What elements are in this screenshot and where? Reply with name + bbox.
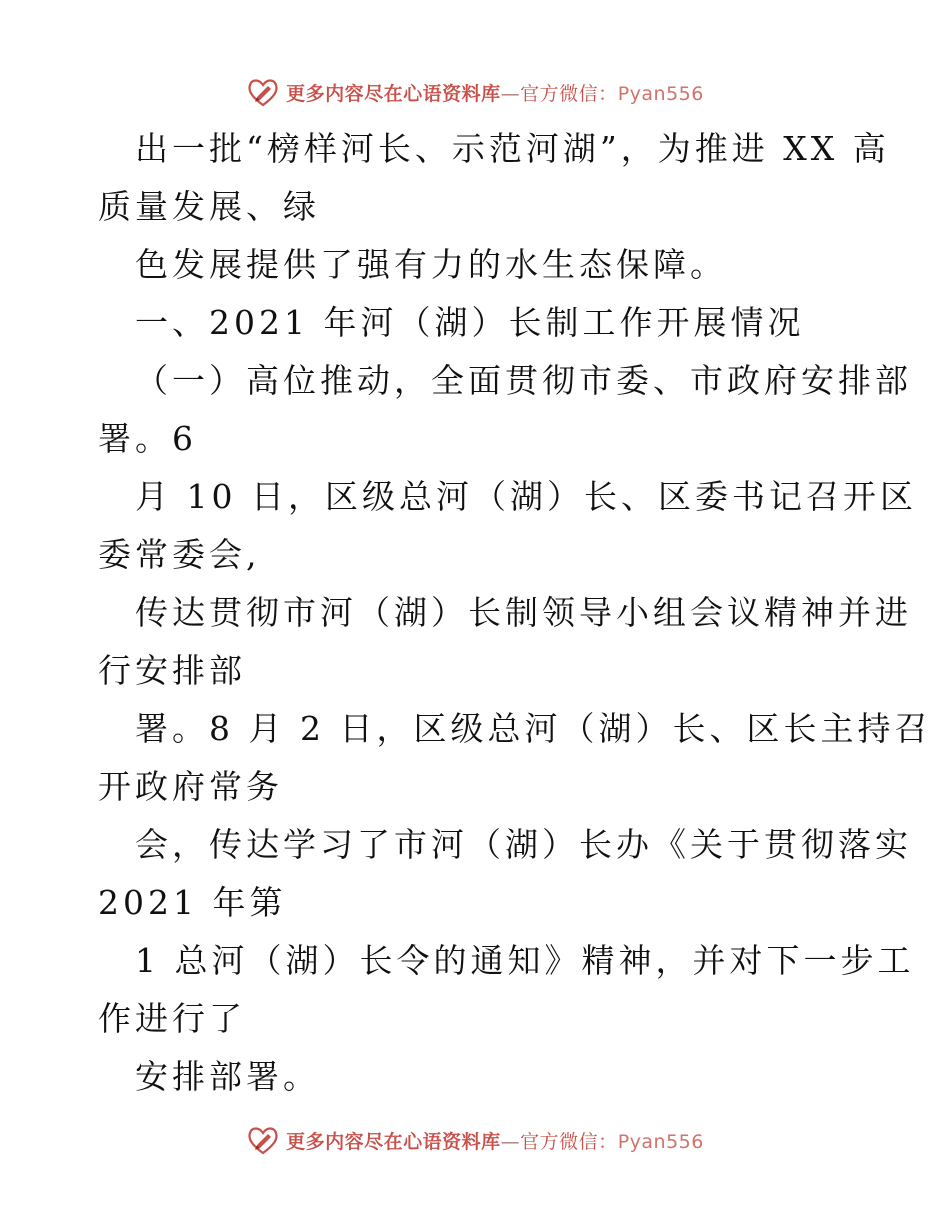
text-line: 作进行了 [98, 999, 246, 1038]
text-line: 会，传达学习了市河（湖）长办《关于贯彻落实 [135, 825, 912, 864]
watermark-dash: — [500, 82, 521, 105]
text-line: 2021 年第 [98, 883, 287, 922]
heart-pen-logo-icon [246, 1123, 280, 1157]
watermark-id: Pyan556 [617, 82, 704, 105]
text-line: 1 总河（湖）长令的通知》精神，并对下一步工 [135, 941, 915, 980]
watermark-sub-text: 官方微信： [520, 1130, 618, 1153]
heart-pen-logo-icon [246, 75, 280, 109]
watermark-sub-text: 官方微信： [520, 82, 618, 105]
watermark-footer [0, 1120, 950, 1160]
text-line: 一、2021 年河（湖）长制工作开展情况 [135, 303, 805, 342]
text-line: 开政府常务 [98, 767, 283, 806]
watermark-dash: — [500, 1130, 521, 1153]
watermark-id: Pyan556 [617, 1130, 704, 1153]
text-line: 色发展提供了强有力的水生态保障。 [135, 245, 727, 284]
watermark-main-text: 更多内容尽在心语资料库 [286, 82, 501, 105]
watermark-main-text: 更多内容尽在心语资料库 [286, 1130, 501, 1153]
text-line: （一）高位推动，全面贯彻市委、市政府安排部 [135, 361, 912, 400]
text-line: 安排部署。 [135, 1057, 320, 1096]
watermark-text [286, 79, 704, 106]
text-line: 传达贯彻市河（湖）长制领导小组会议精神并进 [135, 593, 912, 632]
text-line: 出一批“榜样河长、示范河湖”，为推进 XX 高 [135, 129, 890, 168]
text-line: 质量发展、绿 [98, 187, 320, 226]
text-line: 月 10 日，区级总河（湖）长、区委书记召开区 [135, 477, 917, 516]
text-line: 署。6 [98, 419, 197, 458]
text-line: 行安排部 [98, 651, 246, 690]
text-line: 署。8 月 2 日，区级总河（湖）长、区长主持召 [135, 709, 932, 748]
text-line: 委常委会, [98, 535, 261, 574]
watermark-text [286, 1127, 704, 1154]
document-body [98, 120, 932, 1106]
watermark-header [0, 72, 950, 112]
